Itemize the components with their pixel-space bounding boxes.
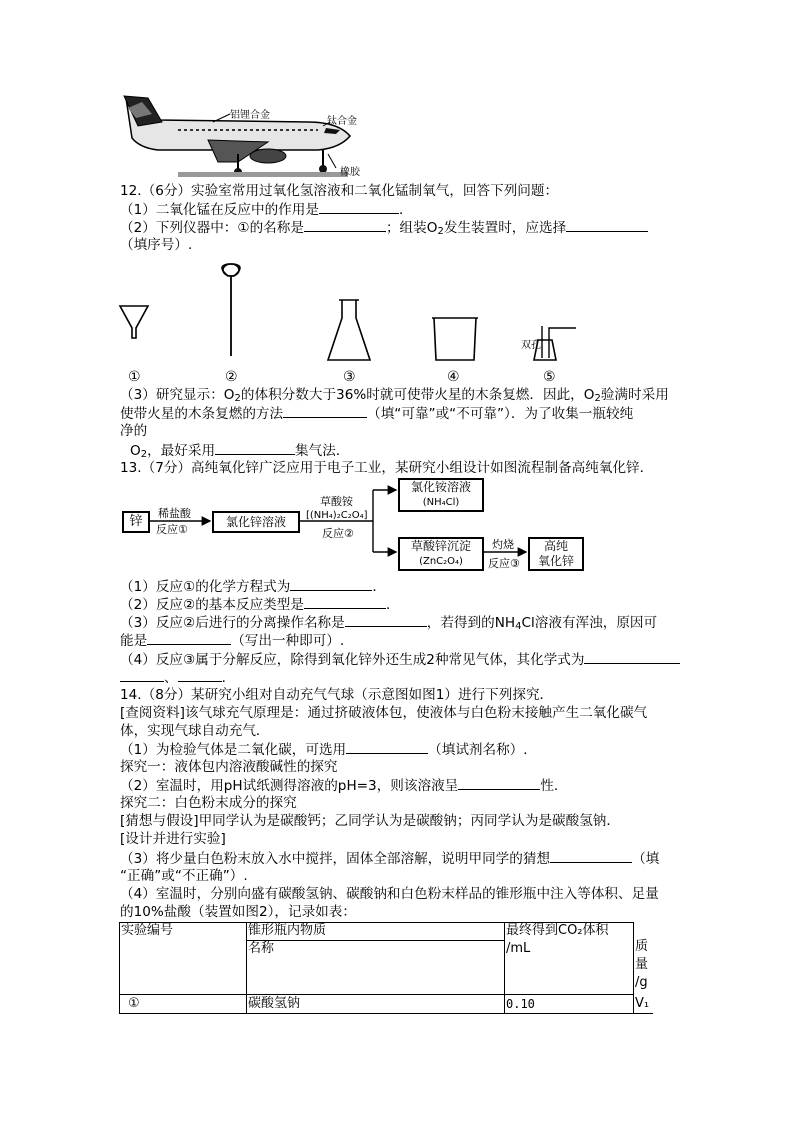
q14-part3-line1: （3）将少量白色粉末放入水中搅拌，固体全部溶解，说明甲同学的猜想 （填 bbox=[120, 851, 660, 867]
q14-info-line2: 体，实现气球自动充气． bbox=[120, 723, 270, 739]
apparatus-label-3: ③ bbox=[343, 369, 356, 385]
flow-acid: 稀盐酸 bbox=[158, 507, 191, 520]
q14-hypothesis: [猜想与假设]甲同学认为是碳酸钙；乙同学认为是碳酸钠；丙同学认为是碳酸氢钠． bbox=[120, 813, 620, 829]
td-row1-no: ① bbox=[128, 996, 140, 1011]
q13-part1: （1）反应①的化学方程式为 ． bbox=[120, 579, 386, 595]
th-exp-no: 实验编号 bbox=[121, 923, 174, 938]
td-row1-volume: 0.10 bbox=[506, 997, 535, 1011]
label-rubber: 橡胶 bbox=[340, 167, 360, 178]
flow-nh4cl-formula: (NH₄Cl) bbox=[422, 497, 460, 508]
funnel-icon bbox=[120, 306, 148, 338]
th-co2-volume: 最终得到CO₂体积 bbox=[506, 923, 609, 938]
conical-flask-icon bbox=[328, 300, 370, 360]
q12-stem: 12.（6分）实验室常用过氧化氢溶液和二氧化锰制氧气，回答下列问题： bbox=[120, 183, 559, 199]
flow-oxalate-reagent: 草酸铵 bbox=[320, 495, 353, 508]
flow-nh4cl-name: 氯化铵溶液 bbox=[410, 480, 471, 494]
q12-part1: （1）二氧化锰在反应中的作用是 ． bbox=[120, 202, 413, 218]
q12-part3-line2: 使带火星的木条复燃的方法 （填“可靠”或“不可靠”）．为了收集一瓶较纯 bbox=[120, 406, 634, 422]
flow-product-line2: 氧化锌 bbox=[537, 554, 574, 568]
q14-part4-line2: 的10%盐酸（装置如图2），记录如表： bbox=[120, 904, 356, 920]
q14-stem: 14.（8分）某研究小组对自动充气气球（示意图如图1）进行下列探究． bbox=[120, 687, 554, 703]
th-mass-1: 质 bbox=[635, 939, 649, 954]
q13-part2: （2）反应②的基本反应类型是 ． bbox=[120, 597, 400, 613]
th-substance: 锥形瓶内物质 bbox=[248, 923, 327, 938]
td-row1-mass: V₁ bbox=[635, 996, 650, 1011]
q12-part3-line4: $O_2$，最好采用 集气法． bbox=[130, 443, 350, 460]
double-hole-label: 双孔 bbox=[521, 340, 541, 351]
label-titanium: 钛合金 bbox=[327, 116, 357, 127]
q13-part3-line2: 能是 （写出一种即可）. bbox=[120, 633, 345, 649]
flow-znc2o4 bbox=[398, 537, 484, 571]
flow-product bbox=[528, 537, 584, 571]
q14-info-line1: [查阅资料]该气球充气原理是：通过挤破液体包，使液体与白色粉末接触产生二氧化碳气 bbox=[120, 705, 648, 721]
q12-part2: （2）下列仪器中：①的名称是 ；组装$O_2$发生装置时，应选择 bbox=[120, 218, 648, 241]
q13-stem: 13.（7分）高纯氧化锌广泛应用于电子工业，某研究小组设计如图流程制备高纯氧化锌． bbox=[120, 460, 654, 476]
q14-part4-line1: （4）室温时，分别向盛有碳酸氢钠、碳酸钠和白色粉末样品的锥形瓶中注入等体积、足量 bbox=[120, 886, 659, 902]
th-co2-unit: /mL bbox=[506, 941, 531, 956]
flow-zncl2: 氯化锌溶液 bbox=[212, 511, 300, 533]
beaker-icon bbox=[434, 318, 476, 360]
q14-part3-line2: “正确”或“不正确”）. bbox=[120, 868, 248, 884]
apparatus-label-4: ④ bbox=[447, 369, 460, 385]
flow-znc2o4-name: 草酸锌沉淀 bbox=[410, 539, 471, 553]
apparatus-label-1: ① bbox=[128, 369, 141, 385]
apparatus-label-5: ⑤ bbox=[543, 369, 556, 385]
apparatus-label-2: ② bbox=[225, 369, 238, 385]
flow-zinc: 锌 bbox=[122, 511, 150, 533]
q12-part3-line1: （3）研究显示：$O_2$的体积分数大于36%时就可使带火星的木条复燃．因此，$O_2$验满时采用 bbox=[120, 387, 669, 404]
flow-product-line1: 高纯 bbox=[543, 539, 568, 553]
flow-nh4cl bbox=[398, 478, 484, 512]
label-aluminum: 铝锂合金 bbox=[230, 110, 270, 121]
q13-part4: （4）反应③属于分解反应，除得到氧化锌外还生成2种常见气体，其化学式为 bbox=[120, 650, 680, 669]
th-mass-2: 量 bbox=[635, 957, 649, 972]
q14-part2: （2）室温时，用pH试纸测得溶液的pH=3，则该溶液呈 性． bbox=[120, 778, 568, 794]
th-name: 名称 bbox=[248, 941, 275, 956]
long-neck-funnel-icon bbox=[223, 264, 239, 276]
flow-znc2o4-formula: (ZnC₂O₄) bbox=[419, 556, 463, 567]
q13-part3-line1: （3）反应②后进行的分离操作名称是 ，若得到的$NH_4Cl$溶液有浑浊，原因可 bbox=[120, 615, 658, 632]
q12-part2-end: （填序号）. bbox=[120, 237, 193, 253]
q13-part4-blank: 、 ． bbox=[120, 668, 235, 687]
q14-explore2: 探究二：白色粉末成分的探究 bbox=[120, 795, 297, 811]
q14-explore1: 探究一：液体包内溶液酸碱性的探究 bbox=[120, 759, 338, 775]
q14-design: [设计并进行实验] bbox=[120, 831, 226, 847]
td-row1-name: 碳酸氢钠 bbox=[248, 996, 301, 1011]
q12-part3-line3: 净的 bbox=[120, 423, 148, 439]
flow-arrows bbox=[118, 478, 598, 578]
th-mass-3: /g bbox=[635, 975, 648, 990]
flow-calcine: 灼烧 bbox=[492, 538, 514, 551]
flow-reaction1: 反应① bbox=[156, 523, 188, 536]
airplane-figure bbox=[118, 92, 368, 178]
flow-reaction3: 反应③ bbox=[488, 557, 520, 570]
flow-oxalate-formula: [(NH₄)₂C₂O₄] bbox=[306, 510, 368, 521]
q14-part1: （1）为检验气体是二氧化碳，可选用 （填试剂名称）. bbox=[120, 742, 528, 758]
flow-reaction2: 反应② bbox=[322, 527, 354, 540]
